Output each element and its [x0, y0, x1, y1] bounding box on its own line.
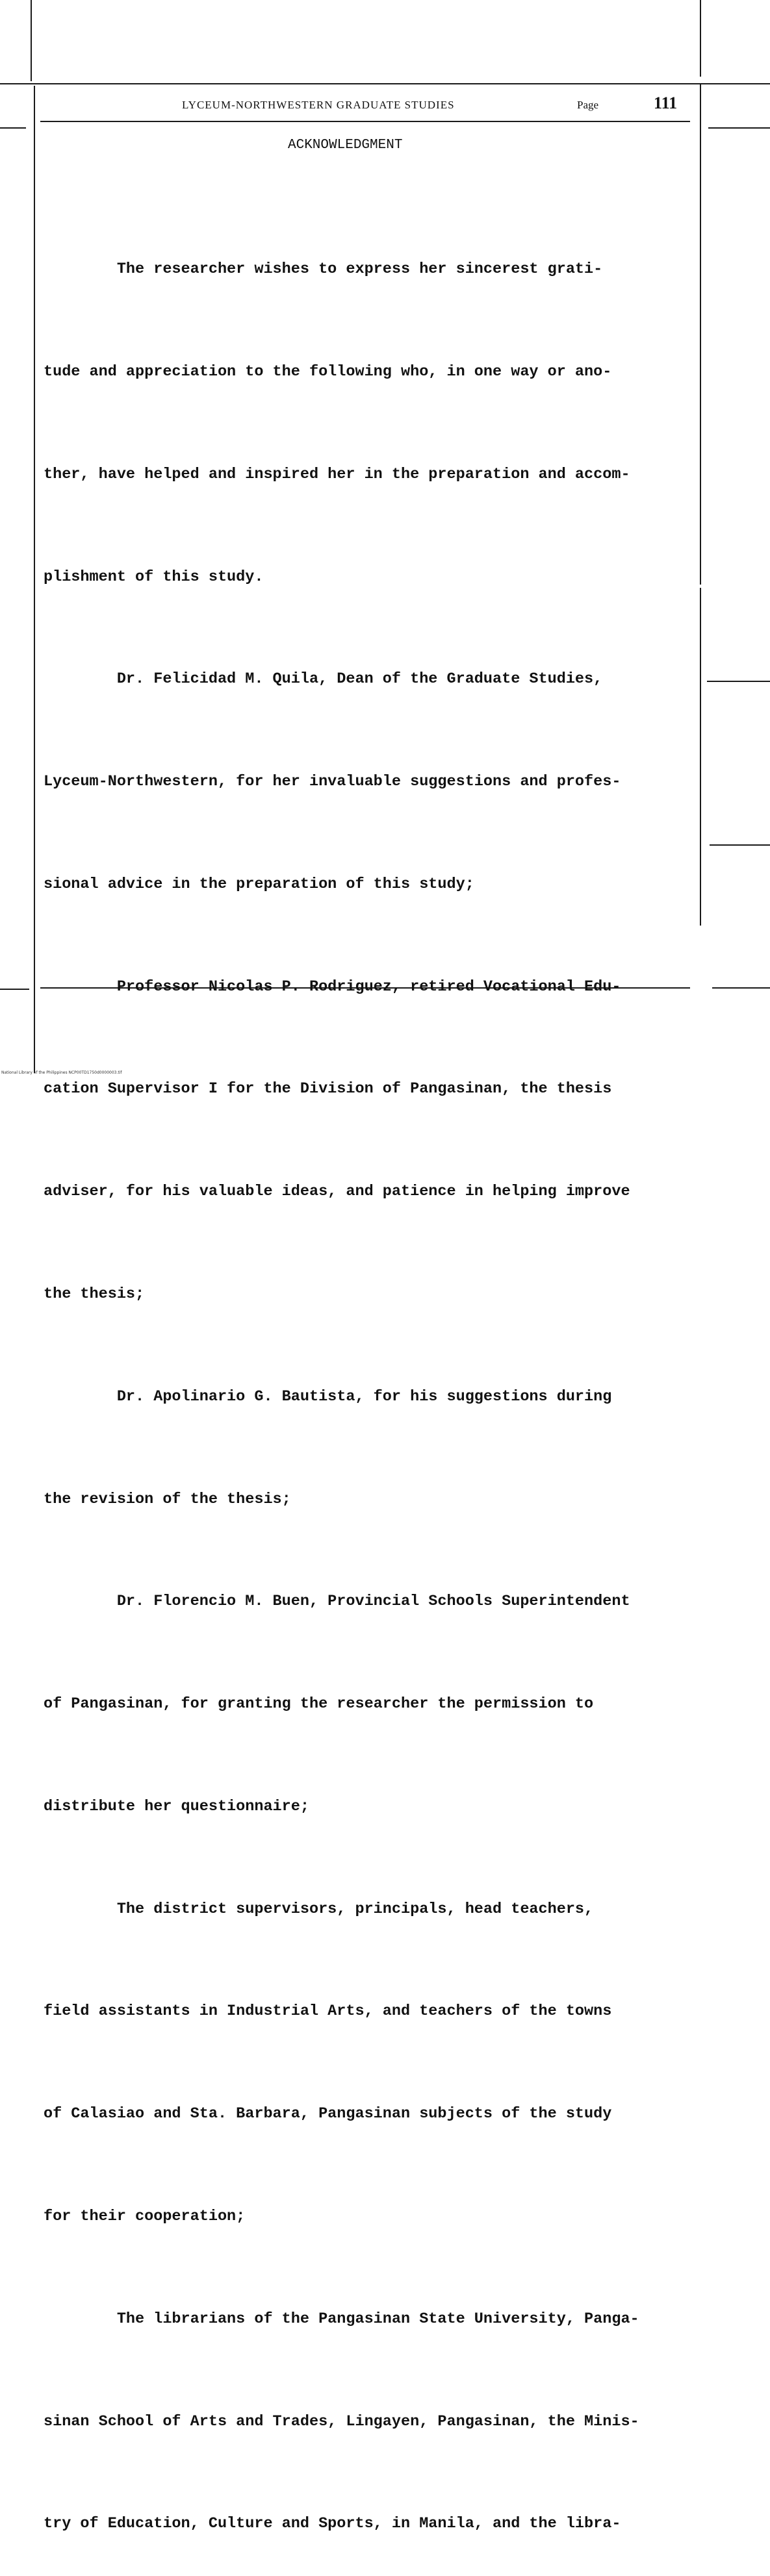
text-line: for their cooperation;	[44, 2208, 246, 2226]
text-line: The librarians of the Pangasinan State University, Panga-	[44, 2310, 639, 2328]
text-line: sinan School of Arts and Trades, Lingayen, Pangasinan, the Minis-	[44, 2412, 639, 2431]
page-label: Page	[577, 99, 599, 111]
left-edge-mark	[0, 127, 26, 129]
header-underline	[40, 121, 690, 122]
text-line: plishment of this study.	[44, 568, 264, 586]
right-edge-mark	[708, 127, 770, 129]
right-margin-line	[700, 588, 701, 926]
text-line: Lyceum-Northwestern, for her invaluable suggestions and profes-	[44, 773, 621, 791]
text-line: The researcher wishes to express her sincerest grati-	[44, 260, 603, 279]
text-line: of Pangasinan, for granting the researcher the permission to	[44, 1695, 594, 1713]
page-number: 111	[654, 94, 678, 112]
text-line: Professor Nicolas P. Rodriguez, retired Vocational Edu-	[44, 978, 621, 996]
text-line: ther, have helped and inspired her in the preparation and accom-	[44, 465, 630, 483]
text-line: the revision of the thesis;	[44, 1490, 291, 1508]
text-line: Dr. Felicidad M. Quila, Dean of the Graduate Studies,	[44, 670, 603, 688]
right-margin-line	[700, 84, 701, 585]
top-rule	[0, 83, 770, 84]
acknowledgment-body	[44, 184, 687, 2576]
text-line: Dr. Florencio M. Buen, Provincial Schools Superintendent	[44, 1593, 630, 1611]
text-line: sional advice in the preparation of this study;	[44, 875, 474, 893]
text-line: cation Supervisor I for the Division of Pangasinan, the thesis	[44, 1080, 612, 1098]
text-line: the thesis;	[44, 1285, 145, 1303]
text-line: try of Education, Culture and Sports, in Manila, and the libra-	[44, 2515, 621, 2533]
right-margin-line	[700, 0, 701, 77]
left-margin-line	[31, 0, 32, 81]
section-heading: ACKNOWLEDGMENT	[288, 138, 403, 153]
right-edge-mark	[712, 987, 770, 989]
text-line: tude and appreciation to the following who, in one way or ano-	[44, 362, 612, 381]
archive-footnote: National Library of the Philippines NCP00TD1750d0000003.tif	[1, 1070, 122, 1075]
text-line: adviser, for his valuable ideas, and patience in helping improve	[44, 1183, 630, 1201]
text-line: The district supervisors, principals, head teachers,	[44, 1900, 594, 1918]
left-edge-mark	[0, 989, 29, 990]
text-line: Dr. Apolinario G. Bautista, for his suggestions during	[44, 1387, 612, 1406]
left-margin-line	[34, 86, 35, 1073]
text-line: field assistants in Industrial Arts, and teachers of the towns	[44, 2002, 612, 2021]
text-line: distribute her questionnaire;	[44, 1797, 309, 1815]
right-edge-mark	[710, 844, 770, 846]
institution-header: LYCEUM-NORTHWESTERN GRADUATE STUDIES	[182, 99, 455, 111]
right-edge-mark	[707, 681, 770, 682]
text-line: of Calasiao and Sta. Barbara, Pangasinan subjects of the study	[44, 2105, 612, 2123]
